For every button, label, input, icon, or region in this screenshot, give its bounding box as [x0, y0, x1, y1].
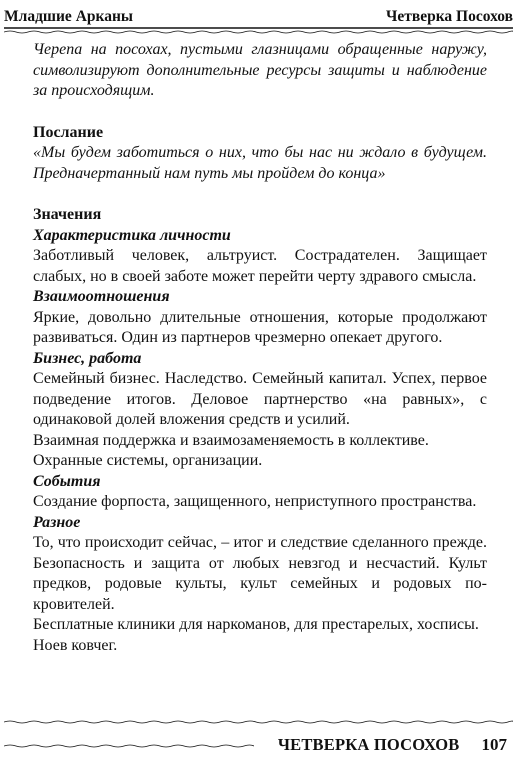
message-text: «Мы будем заботиться о них, что бы нас ни ждало в будущем. Предначертанный нам путь мы пройдем до конца» — [33, 144, 487, 182]
section-paragraph: Бесплатные клиники для наркоманов, для престарелых, хосписы. — [33, 616, 479, 633]
page-number: 107 — [481, 735, 507, 754]
section-paragraph: Заботливый человек, альтруист. Сострадателен. Защищает слабых, но в своей заботе может перейти черту здравого смысла. — [33, 247, 487, 285]
section-heading-business: Бизнес, работа — [33, 349, 142, 367]
meanings-heading: Значения — [33, 206, 102, 223]
page-body — [33, 40, 487, 656]
section-heading-relationships: Взаимоотношения — [33, 288, 170, 305]
running-footer — [4, 734, 507, 756]
section-heading-events: События — [33, 472, 101, 490]
running-header — [4, 6, 513, 26]
header-card-title: Четверка Посохов — [385, 8, 513, 25]
footer-card-title: ЧЕТВЕРКА ПОСОХОВ — [277, 735, 460, 754]
section-heading-misc: Разное — [33, 513, 81, 531]
section-paragraph: То, что происходит сейчас, – итог и следствие сделанного прежде. Безопасность и защита от любых невзгод и несчастий. Культ предков, родовые культы, культ семейных и родовых покровителей. — [33, 534, 487, 613]
intro-paragraph: Черепа на посохах, пустыми глазницами обращенные наружу, символизируют дополнительные ресурсы защиты и наблюдение за происходящим. — [33, 41, 487, 99]
section-paragraph: Семейный бизнес. Наследство. Семейный капитал. Успех, первое подведение итогов. Деловое партнерство «на равных», с одинаковой долей вложения средств и усилий. — [33, 370, 487, 428]
section-paragraph: Создание форпоста, защищенного, неприступного пространства. — [33, 493, 477, 510]
header-section-title: Младшие Арканы — [4, 8, 133, 25]
header-rule — [4, 26, 513, 34]
section-paragraph: Взаимная поддержка и взаимозаменяемость в коллективе. — [33, 431, 429, 449]
section-paragraph: Яркие, довольно длительные отношения, которые продолжают развиваться. Один из партнеров чрезмерно опекает другого. — [33, 308, 487, 346]
section-heading-personality: Характеристика личности — [33, 226, 231, 244]
footer-rule — [4, 718, 513, 726]
message-heading: Послание — [33, 123, 104, 141]
section-paragraph: Охранные системы, организации. — [33, 452, 263, 469]
section-paragraph: Ноев ковчег. — [33, 636, 118, 654]
